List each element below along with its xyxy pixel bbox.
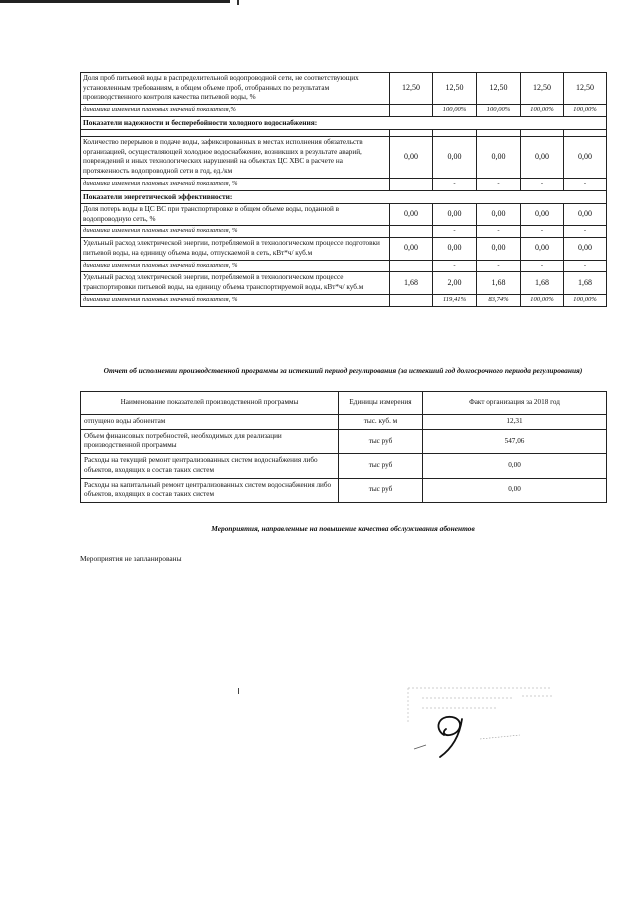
value-cell bbox=[390, 260, 433, 272]
value-cell bbox=[390, 226, 433, 238]
value-cell: - bbox=[433, 260, 477, 272]
value-cell bbox=[390, 178, 433, 190]
indicator-row-data bbox=[81, 73, 607, 105]
indicator-name: Расходы на капитальный ремонт централизованных систем водоснабжения либо объектов, входящих в состав таких систем bbox=[81, 478, 339, 502]
value-cell: - bbox=[521, 226, 564, 238]
unit: тыс. куб. м bbox=[339, 415, 423, 430]
fact-value: 0,00 bbox=[423, 454, 607, 478]
dynamics-label: динамика изменения плановых значений показателя, % bbox=[81, 294, 390, 306]
value-cell: 100,00% bbox=[477, 105, 521, 117]
header-indicator-name: Наименование показателей производственной программы bbox=[81, 392, 339, 415]
value-cell: 119,41% bbox=[433, 294, 477, 306]
program-report-row bbox=[81, 478, 607, 502]
program-report-row bbox=[81, 454, 607, 478]
value-cell: 12,50 bbox=[433, 73, 477, 105]
indicator-row-section bbox=[81, 117, 607, 130]
value-cell: - bbox=[477, 178, 521, 190]
value-cell: - bbox=[564, 178, 607, 190]
unit: тыс руб bbox=[339, 478, 423, 502]
indicator-row-gap bbox=[81, 130, 607, 137]
indicator-row-section bbox=[81, 190, 607, 203]
section-heading: Показатели надежности и бесперебойности холодного водоснабжения: bbox=[81, 117, 607, 130]
program-report-row bbox=[81, 415, 607, 430]
value-cell: 0,00 bbox=[390, 203, 433, 225]
indicator-label: Удельный расход электрической энергии, потребляемой в технологическом процессе транспортировки питьевой воды, на единицу объема транспортируемой воды, кВт*ч/ куб.м bbox=[81, 272, 390, 294]
value-cell: 0,00 bbox=[390, 238, 433, 260]
value-cell: - bbox=[521, 178, 564, 190]
indicators-table bbox=[80, 72, 607, 307]
value-cell: 100,00% bbox=[521, 294, 564, 306]
indicator-label: Количество перерывов в подаче воды, зафиксированных в местах исполнения обязательств организацией, осуществляющей холодное водоснабжение, возникших в результате аварий, повреждений и иных технологических нарушений на объектах ЦС ХВС в расчете на протяженность водопроводной сети в год, ед./км bbox=[81, 137, 390, 179]
dynamics-label: динамика изменения плановых значений показателя,% bbox=[81, 105, 390, 117]
value-cell: 0,00 bbox=[564, 238, 607, 260]
dynamics-label: динамика изменения плановых значений показателя, % bbox=[81, 260, 390, 272]
unit: тыс руб bbox=[339, 429, 423, 453]
value-cell: 100,00% bbox=[564, 105, 607, 117]
indicator-row-dyn bbox=[81, 178, 607, 190]
value-cell: 0,00 bbox=[564, 137, 607, 179]
value-cell: 12,50 bbox=[564, 73, 607, 105]
value-cell: 0,00 bbox=[477, 137, 521, 179]
header-fact-2018: Факт организация за 2018 год bbox=[423, 392, 607, 415]
value-cell: 100,00% bbox=[433, 105, 477, 117]
indicator-label: Доля потерь воды в ЦС ВС при транспортировке в общем объеме воды, поданной в водопроводную сеть, % bbox=[81, 203, 390, 225]
report-title: Отчет об исполнении производственной программы за истекший период регулирования (за истекший год долгосрочного периода регулирования) bbox=[103, 366, 583, 375]
value-cell: 0,00 bbox=[477, 238, 521, 260]
indicator-label: Удельный расход электрической энергии, потребляемой в технологическом процессе подготовки питьевой воды, на единицу объема воды, отпускаемой в сеть, кВт*ч/ куб.м bbox=[81, 238, 390, 260]
value-cell: 100,00% bbox=[564, 294, 607, 306]
value-cell: 0,00 bbox=[433, 203, 477, 225]
value-cell: 0,00 bbox=[564, 203, 607, 225]
dynamics-label: динамика изменения плановых значений показателя, % bbox=[81, 178, 390, 190]
value-cell: 2,00 bbox=[433, 272, 477, 294]
measures-title: Мероприятия, направленные на повышение качества обслуживания абонентов bbox=[211, 524, 475, 533]
empty-cell bbox=[477, 130, 521, 137]
indicator-row-data bbox=[81, 203, 607, 225]
value-cell: 0,00 bbox=[433, 137, 477, 179]
program-report-header-row bbox=[81, 392, 607, 415]
value-cell: 1,68 bbox=[564, 272, 607, 294]
value-cell: 12,50 bbox=[521, 73, 564, 105]
value-cell: 0,00 bbox=[433, 238, 477, 260]
empty-cell bbox=[81, 130, 390, 137]
value-cell: 12,50 bbox=[477, 73, 521, 105]
value-cell: 0,00 bbox=[390, 137, 433, 179]
fact-value: 547,06 bbox=[423, 429, 607, 453]
value-cell: 1,68 bbox=[477, 272, 521, 294]
stray-mark bbox=[238, 688, 239, 694]
indicator-name: Объем финансовых потребностей, необходимых для реализации производственной программы bbox=[81, 429, 339, 453]
dynamics-label: динамика изменения плановых значений показателя, % bbox=[81, 226, 390, 238]
empty-cell bbox=[564, 130, 607, 137]
empty-cell bbox=[433, 130, 477, 137]
indicator-row-data bbox=[81, 238, 607, 260]
program-report-row bbox=[81, 429, 607, 453]
value-cell: 83,74% bbox=[477, 294, 521, 306]
unit: тыс руб bbox=[339, 454, 423, 478]
value-cell: - bbox=[564, 226, 607, 238]
value-cell: - bbox=[433, 226, 477, 238]
value-cell: 0,00 bbox=[521, 203, 564, 225]
indicator-row-dyn bbox=[81, 105, 607, 117]
handwritten-signature bbox=[410, 705, 540, 765]
indicator-row-data bbox=[81, 272, 607, 294]
indicator-row-dyn bbox=[81, 294, 607, 306]
value-cell: 1,68 bbox=[390, 272, 433, 294]
value-cell: - bbox=[433, 178, 477, 190]
value-cell: 100,00% bbox=[521, 105, 564, 117]
scan-edge-dot bbox=[237, 0, 239, 5]
value-cell: 0,00 bbox=[521, 137, 564, 179]
header-unit: Единицы измерения bbox=[339, 392, 423, 415]
scan-edge-mark bbox=[0, 0, 230, 3]
program-report-table bbox=[80, 391, 607, 503]
value-cell: - bbox=[521, 260, 564, 272]
fact-value: 12,31 bbox=[423, 415, 607, 430]
value-cell: 0,00 bbox=[477, 203, 521, 225]
value-cell: 12,50 bbox=[390, 73, 433, 105]
indicator-label: Доля проб питьевой воды в распределительной водопроводной сети, не соответствующих установленным требованиям, в общем объеме проб, отобранных по результатам производственного контроля качества питьевой воды, % bbox=[81, 73, 390, 105]
value-cell: 0,00 bbox=[521, 238, 564, 260]
value-cell bbox=[390, 294, 433, 306]
value-cell: - bbox=[477, 226, 521, 238]
indicator-row-dyn bbox=[81, 260, 607, 272]
section-heading: Показатели энергетической эффективности: bbox=[81, 190, 607, 203]
value-cell: - bbox=[477, 260, 521, 272]
indicator-name: Расходы на текущий ремонт централизованных систем водоснабжения либо объектов, входящих в состав таких систем bbox=[81, 454, 339, 478]
value-cell: 1,68 bbox=[521, 272, 564, 294]
indicator-row-dyn bbox=[81, 226, 607, 238]
fact-value: 0,00 bbox=[423, 478, 607, 502]
value-cell: - bbox=[564, 260, 607, 272]
indicator-row-data bbox=[81, 137, 607, 179]
indicator-name: отпущено воды абонентам bbox=[81, 415, 339, 430]
value-cell bbox=[390, 105, 433, 117]
measures-text: Мероприятия не запланированы bbox=[80, 554, 182, 563]
empty-cell bbox=[521, 130, 564, 137]
empty-cell bbox=[390, 130, 433, 137]
